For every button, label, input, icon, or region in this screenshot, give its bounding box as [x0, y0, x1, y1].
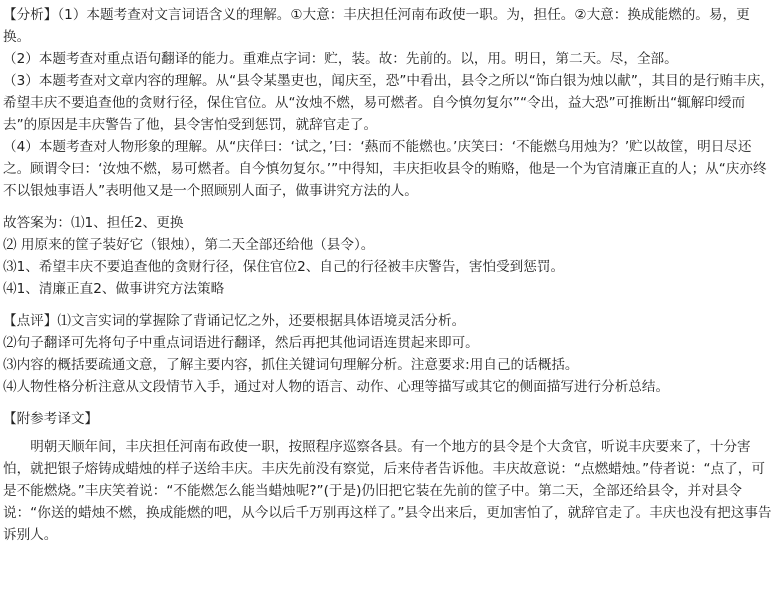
answer-line-4: ⑷1、清廉正直2、做事讲究方法策略 — [3, 281, 225, 297]
answer-line-2: ⑵ 用原来的筐子装好它（银烛），第二天全部还给他（县令）。 — [3, 237, 375, 253]
analysis-part-3: （3）本题考查对文章内容的理解。从“县令某墨吏也，闻庆至，恐”中看出，县令之所以“饰白银为烛以献”，其目的是行贿丰庆，希望丰庆不要追查他的贪财行径，保住官位。从“汝烛不燃，易可燃者。自今慎勿复尔”“令出，益大恐”可推断出“辄解印绶而去”的原因是丰庆警告了他，县令害怕受到惩罚，就辞官走了。 — [3, 73, 774, 133]
translation-body: 明朝天顺年间，丰庆担任河南布政使一职，按照程序巡察各县。有一个地方的县令是个大贪官，听说丰庆要来了，十分害怕，就把银子熔铸成蜡烛的样子送给丰庆。丰庆先前没有察觉，后来侍者告诉他。丰庆故意说：“点燃蜡烛。”侍者说：“点了，可是不能燃烧。”丰庆笑着说：“不能燃怎么能当蜡烛呢?”(于是)仍旧把它装在先前的筐子中。第二天，全部还给县令，并对县令说：“你送的蜡烛不燃，换成能燃的吧，从今以后千万别再这样了。”县令出来后，更加害怕了，就辞官走了。丰庆也没有把这事告诉别人。 — [3, 439, 772, 543]
translation-heading: 【附参考译文】 — [3, 411, 99, 427]
spacer — [3, 300, 774, 310]
analysis-part-2: （2）本题考查对重点语句翻译的能力。重难点字词：贮，装。故：先前的。以，用。明日，第二天。尽，全部。 — [3, 51, 678, 67]
comment-line-1: 【点评】⑴文言实词的掌握除了背诵记忆之外，还要根据具体语境灵活分析。 — [3, 313, 466, 329]
comment-line-3: ⑶内容的概括要疏通文意，了解主要内容，抓住关键词句理解分析。注意要求:用自己的话概括。 — [3, 357, 579, 373]
analysis-part-1: 【分析】（1）本题考查对文言词语含义的理解。①大意：丰庆担任河南布政使一职。为，担任。②大意：换成能燃的。易，更换。 — [3, 7, 750, 45]
spacer — [3, 202, 774, 212]
comment-line-4: ⑷人物性格分析注意从文段情节入手，通过对人物的语言、动作、心理等描写或其它的侧面描写进行分析总结。 — [3, 379, 670, 395]
answer-line-1: 故答案为：⑴1、担任2、更换 — [3, 215, 184, 231]
spacer — [3, 398, 774, 408]
answer-line-3: ⑶1、希望丰庆不要追查他的贪财行径，保住官位2、自己的行径被丰庆警告，害怕受到惩罚。 — [3, 259, 565, 275]
analysis-part-4: （4）本题考查对人物形象的理解。从“庆佯曰：‘试之，’曰：‘爇而不能燃也。’庆笑曰：‘不能燃乌用烛为？’贮以故筐，明日尽还之。顾谓令曰：‘汝烛不燃，易可燃者。自今慎勿复尔。’”中得知，丰庆拒收县令的贿赂，他是一个为官清廉正直的人；从“庆亦终不以银烛事语人”表明他又是一个照顾别人面子，做事讲究方法的人。 — [3, 139, 767, 199]
comment-line-2: ⑵句子翻译可先将句子中重点词语进行翻译，然后再把其他词语连贯起来即可。 — [3, 335, 479, 351]
